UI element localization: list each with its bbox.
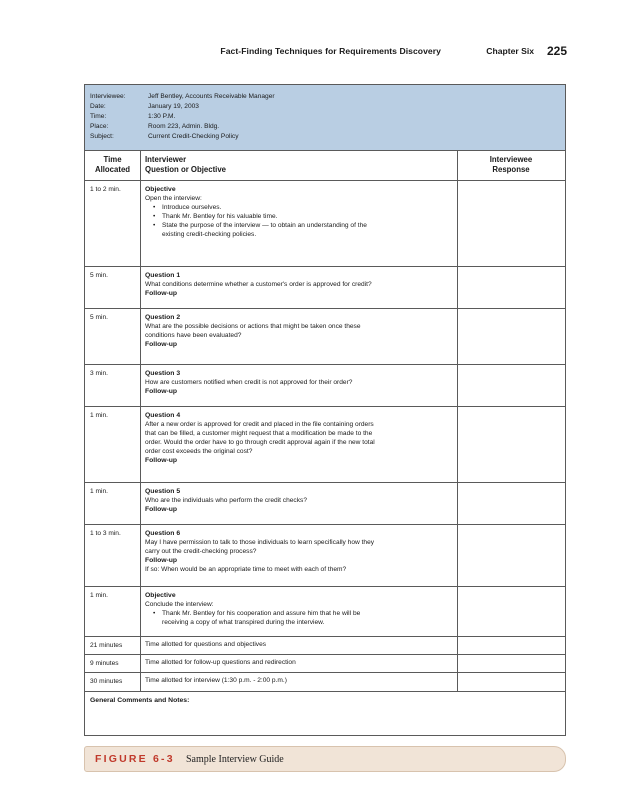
row-heading: Question 6 [145,530,181,537]
follow-up: Follow-up [145,290,178,297]
time-allocated: 1 min. [90,412,108,419]
header-time-allocated [85,155,140,175]
row-after-line: If so: When would be an appropriate time to meet with each of them? [145,566,347,573]
row-heading: Objective [145,186,176,193]
figure-number: FIGURE 6-3 [95,753,175,765]
summary-text: Time allotted for follow-up questions and redirection [145,659,296,666]
summary-time: 21 minutes [90,642,123,649]
row-line: After a new order is approved for credit and placed in the file containing orders [145,421,374,428]
figure-caption [84,746,566,772]
running-head [0,46,619,60]
column-divider [140,151,141,692]
follow-up: Follow-up [145,506,178,513]
row-line: May I have permission to talk to those individuals to learn specifically how they [145,539,375,546]
header-time-line1: Time [103,155,122,164]
running-head-title: Fact-Finding Techniques for Requirements Discovery [220,46,441,56]
row-line: Who are the individuals who perform the credit checks? [145,497,307,504]
info-label: Time: [90,113,107,120]
header-question [145,155,226,175]
follow-up: Follow-up [145,341,178,348]
summary-row [85,673,565,692]
table-row [85,309,565,365]
row-line: How are customers notified when credit is not approved for their order? [145,379,353,386]
general-comments-label: General Comments and Notes: [90,697,190,704]
info-value: Jeff Bentley, Accounts Receivable Manager [148,93,275,100]
table-row [85,181,565,267]
row-line: Conclude the interview: [145,601,214,608]
question-cell [145,369,455,396]
bullet-item: • Introduce ourselves. [145,203,455,212]
table-row [85,587,565,637]
question-cell [145,313,455,349]
follow-up: Follow-up [145,457,178,464]
column-header-row [85,151,565,181]
summary-time: 30 minutes [90,678,123,685]
row-heading: Question 5 [145,488,181,495]
row-line: conditions have been evaluated? [145,332,242,339]
info-value: January 19, 2003 [148,103,199,110]
row-line: order cost exceeds the original cost? [145,448,253,455]
time-allocated: 1 min. [90,592,108,599]
row-heading: Question 4 [145,412,181,419]
column-divider [457,151,458,692]
info-value: Current Credit-Checking Policy [148,133,239,140]
follow-up: Follow-up [145,388,178,395]
info-label: Date: [90,103,106,110]
table-row [85,267,565,309]
table-row [85,483,565,525]
time-allocated: 5 min. [90,272,108,279]
time-allocated: 1 min. [90,488,108,495]
info-value: Room 223, Admin. Bldg. [148,123,220,130]
header-question-line2: Question or Objective [145,165,227,174]
question-cell [145,487,455,514]
table-row [85,407,565,483]
row-heading: Question 1 [145,272,181,279]
summary-text: Time allotted for interview (1:30 p.m. - 2:00 p.m.) [145,677,287,684]
info-value: 1:30 P.M. [148,113,176,120]
time-allocated: 1 to 3 min. [90,530,121,537]
header-question-line1: Interviewer [145,155,187,164]
time-allocated: 1 to 2 min. [90,186,121,193]
row-line: Open the interview: [145,195,202,202]
info-label: Place: [90,123,109,130]
header-response-line2: Response [492,165,530,174]
summary-row [85,655,565,673]
question-cell [145,411,455,465]
bullet-item: • State the purpose of the interview — to obtain an understanding of the [145,221,455,230]
interview-guide-table [84,84,566,736]
page-number: 225 [546,44,567,58]
figure-caption-text: Sample Interview Guide [186,754,284,765]
table-row [85,365,565,407]
question-cell [145,529,455,574]
header-response-line1: Interviewee [489,155,533,164]
question-cell [145,185,455,239]
interview-info-block [85,85,565,151]
info-label: Interviewee: [90,93,126,100]
bullet-continuation: existing credit-checking policies. [162,231,257,238]
header-response [457,155,565,175]
row-line: What conditions determine whether a customer's order is approved for credit? [145,281,372,288]
summary-text: Time allotted for questions and objectives [145,641,267,648]
time-allocated: 3 min. [90,370,108,377]
bullet-item: • Thank Mr. Bentley for his cooperation and assure him that he will be [145,609,455,618]
summary-row [85,637,565,655]
row-line: What are the possible decisions or actions that might be taken once these [145,323,361,330]
running-head-chapter: Chapter Six [486,46,534,56]
row-line: order. Would the order have to go through credit approval again if the new total [145,439,375,446]
row-line: carry out the credit-checking process? [145,548,257,555]
bullet-continuation: receiving a copy of what transpired during the interview. [162,619,325,626]
question-cell [145,271,455,298]
header-time-line2: Allocated [94,165,131,174]
row-heading: Objective [145,592,176,599]
table-row [85,525,565,587]
question-cell [145,591,455,627]
row-line: that can be filled, a customer might request that a modification be made to the [145,430,373,437]
row-heading: Question 3 [145,370,181,377]
time-allocated: 5 min. [90,314,108,321]
bullet-item: • Thank Mr. Bentley for his valuable time. [145,212,455,221]
follow-up: Follow-up [145,557,178,564]
row-heading: Question 2 [145,314,181,321]
summary-time: 9 minutes [90,660,119,667]
info-label: Subject: [90,133,114,140]
